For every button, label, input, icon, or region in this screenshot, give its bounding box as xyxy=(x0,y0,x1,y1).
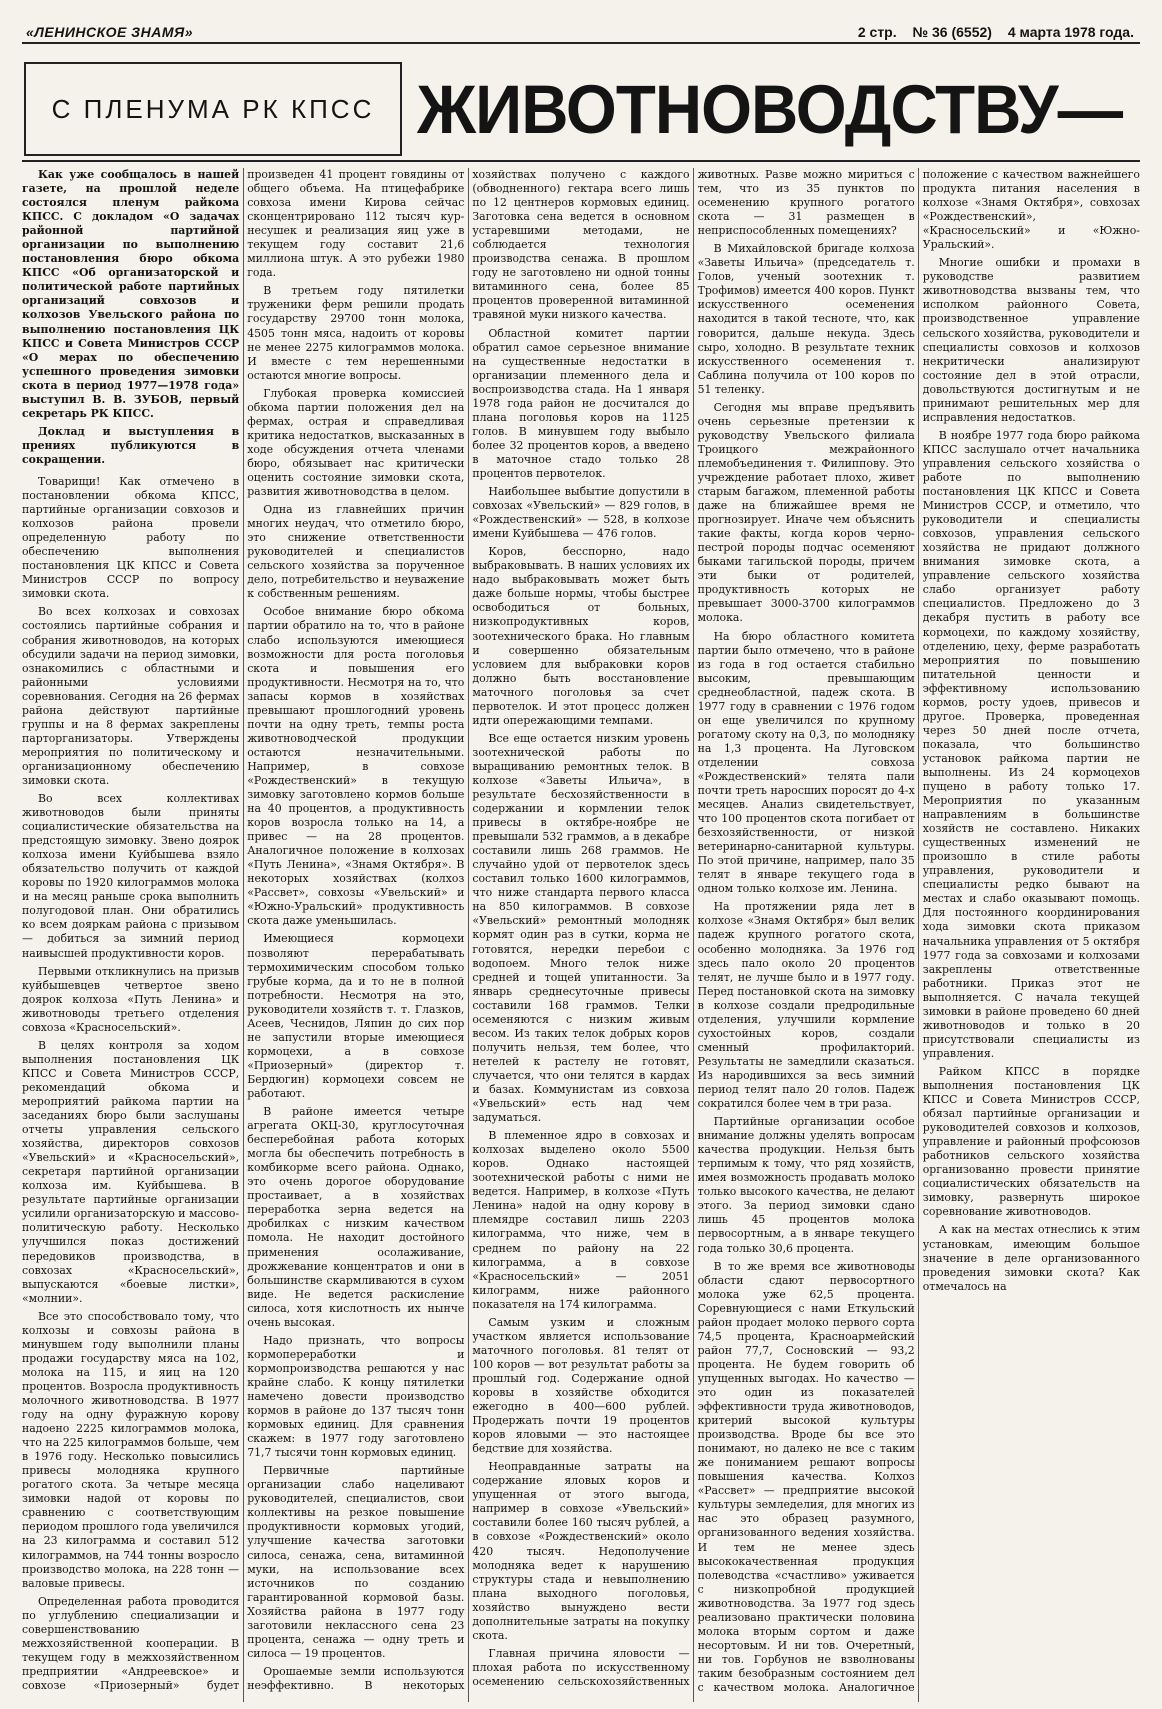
article-paragraph: В ноябре 1977 года бюро райкома КПСС заслушало отчет начальника управления сельского хозяйства о работе по выполнению постановления ЦК КПСС и Совета Министров СССР, и отметило, что руководители и специалисты совхозов, управления сельского хозяйства не придают должного внимания зимовке скота, а управление сельского хозяйства слабо организует работу специалистов. Предложено до 3 декабря пустить в работу все кормоцехи, по каждому хозяйству, отделению, цеху, ферме разработать мероприятия по повышению питательной ценности и эффективному использованию кормов, росту удоев, привесов и другое. Проверка, проведенная через 50 дней после отчета, показала, что большинство установок райкома партии не выполнены. Из 24 кормоцехов пущено в работу только 17. Мероприятия по указанным направлениям в большинстве хозяйств не составлено. Никаких существенных изменений не произошло в стиле работы управления, руководители и специалисты редко бывают на местах и слабо оказывают помощь. Для постоянного координирования хода зимовки скота приказом начальника управления от 5 октября 1977 года за совхозами и колхозами закреплены ответственные работники. Приказ этот не выполняется. С начала текущей зимовки в районе проведено 60 дней животноводов и только в 20 присутствовали специалисты из управления. xyxy=(922,428,1140,1060)
article-paragraph: Наибольшее выбытие допустили в совхозах «Увельский» — 829 голов, в «Рождественский» — 528, в колхозе имени Куйбышева — 476 голов. xyxy=(472,485,690,541)
article-paragraph: На протяжении ряда лет в колхозе «Знамя Октября» был велик падеж крупного рогатого скота, особенно молодняка. За 1976 год здесь пало около 20 процентов телят, не лучше было и в 1977 году. Перед постановкой скота на зимовку в колхозе создали предродильные отделения, улучшили кормление сухостойных коров, создали сменный профилакторий. Результаты не замедлили сказаться. Из народившихся за весь зимний период телят пало 20 голов. Падеж сократился более чем в три раза. xyxy=(697,900,915,1111)
issue-date: 4 марта 1978 года. xyxy=(1007,24,1134,40)
masthead xyxy=(22,22,1140,44)
article-paragraph: Надо признать, что вопросы кормопереработки и кормопроизводства решаются у нас крайне слабо. К концу пятилетки намечено довести производство кормов в районе до 137 тысяч тонн кормовых единиц. Для сравнения скажем: в 1977 году заготовлено 71,7 тысячи тонн кормовых единиц. xyxy=(247,1333,465,1460)
article-paragraph: В Михайловской бригаде колхоза «Заветы Ильича» (председатель т. Голов, ученый зоотехник т. Трофимов) имеется 400 коров. Пункт искусственного осеменения находится в такой тесноте, что, как говорится, дальше некуда. Здесь сыро, холодно. В результате техник искусственного осеменения т. Саблина получила от 100 коров по 51 теленку. xyxy=(697,242,915,396)
article-paragraph: Определенная работа проводится по углублению специализации и совершенствованию межхозяйственной кооперации. В текущем году в межхозяйственном предприятии «Андреевское» и совхозе «Приозерный» будет произведен 41 процент говядины от общего объема. На птицефабрике совхоза имени Кирова сейчас сконцентрировано 112 тысяч кур-несушек и реализация яиц уже в текущем году составит 21,6 миллиона штук. А это рубежи 1980 года. xyxy=(22,168,465,1692)
newspaper-page xyxy=(22,22,1140,1702)
article-paragraph: Первичные партийные организации слабо нацеливают руководителей, специалистов, свои коллективы на резкое повышение продуктивности кормовых угодий, улучшение качества заготовки силоса, сенажа, сена, витаминной муки, на использование всех источников по созданию гарантированной кормовой базы. Хозяйства района в 1977 году заготовили неклассного сена 23 процента, сенажа — одну треть и силоса — 19 процентов. xyxy=(247,1464,465,1660)
page-number: 2 стр. xyxy=(857,24,897,40)
article-paragraph: Сегодня мы вправе предъявить очень серьезные претензии к руководству Увельского филиала Троицкого межрайонного племобъединения т. Филиппову. Это учреждение работает плохо, живет старым багажом, племенной работы даже на ближайшее время не прогнозирует. Иначе чем объяснить такие факты, когда коров черно-пестрой породы подчас осеменяют быками тагильской породы, причем эти быки от родителей, продуктивность которых не превышает 3000-3700 килограммов молока. xyxy=(697,400,915,625)
issue-number: № 36 (6552) xyxy=(912,24,992,40)
article-paragraph: Во всех коллективах животноводов были приняты социалистические обязательства на предстоящую зимовку. Звено доярок колхоза имени Куйбышева взяло обязательство получить от каждой коровы по 1920 килограммов молока и на месяц раньше срока выполнить полугодовой план. Они обратились ко всем дояркам района с призывом — добиться за зимний период наивысшей продуктивности коров. xyxy=(22,792,240,960)
article-paragraph: Коров, бесспорно, надо выбраковывать. В наших условиях их надо выбраковывать может быть даже больше нормы, чтобы быстрее освободиться от больных, низкопродуктивных коров, зоотехнического брака. Но главным и совершенно обязательным условием для выбраковки коров должно быть восстановление маточного поголовья за счет первотелок. И этот процесс должен идти опережающими темпами. xyxy=(472,545,690,727)
article-paragraph: В третьем году пятилетки труженики ферм решили продать государству 29700 тонн молока, 4505 тонн мяса, надоить от коровы не менее 2275 килограммов молока. И вместе с тем нерешенными остаются многие вопросы. xyxy=(247,284,465,382)
headline-rule xyxy=(22,160,1140,162)
paper-name: «ЛЕНИНСКОЕ ЗНАМЯ» xyxy=(26,24,194,40)
article-paragraph: Райком КПСС в порядке выполнения постановления ЦК КПСС и Совета Министров СССР, обязал партийные организации и руководителей совхозов и колхозов, управление и районный профсоюзов работников сельского хозяйства организованно провести принятие социалистических обязательств на зимовку, развернуть широкое соревнование животноводов. xyxy=(922,1064,1140,1219)
article-paragraph: Главная причина яловости — плохая работа по искусственному осеменению сельскохозяйственных животных. Разве можно мириться с тем, что из 35 пунктов по осеменению крупного рогатого скота — 31 размещен в неприспособленных помещениях? xyxy=(472,168,915,1688)
article-paragraph: Все это способствовало тому, что колхозы и совхозы района в минувшем году выполнили планы продажи государству мяса на 102, молока на 115, и яиц на 120 процентов. Возросла продуктивность молочного животноводства. В 1977 году на одну фуражную корову надоено 2225 килограммов молока, что на 225 килограммов больше, чем в 1976 году. Несколько повысились привесы молодняка крупного рогатого скота. За четыре месяца зимовки надой от коровы по сравнению с соответствующим периодом прошлого года увеличился на 23 килограмма и составил 512 килограммов, на 744 тонны возросло производство молока, на 228 тонн — валовые привесы. xyxy=(22,1309,240,1590)
article-paragraph: Первыми откликнулись на призыв куйбышевцев четвертое звено доярок колхоза «Путь Ленина» и животноводы третьего отделения совхоза «Красносельский». xyxy=(22,964,240,1034)
issue-info xyxy=(846,24,1134,40)
article-paragraph: В племенное ядро в совхозах и колхозах выделено около 5500 коров. Однако настоящей зоотехнической работы с ними не ведется. Например, в колхозе «Путь Ленина» надой на одну корову в племядре составил лишь 2203 килограмма, что ниже, чем в среднем по району на 22 килограмма, а в совхозе «Красносельский» — 2051 килограмм, ниже районного показателя на 174 килограмма. xyxy=(472,1129,690,1311)
article-paragraph: Товарищи! Как отмечено в постановлении обкома КПСС, партийные организации совхозов и колхозов района провели определенную работу по обеспечению выполнения постановления ЦК КПСС и Совета Министров СССР по вопросу зимовки скота. xyxy=(22,474,240,601)
article-lead: Как уже сообщалось в нашей газете, на прошлой неделе состоялся пленум райкома КПСС. С докладом «О задачах районной партийной организации по выполнению постановления бюро обкома КПСС «Об организаторской и политической работе партийных организаций совхозов и колхозов Увельского района по выполнению постановления ЦК КПСС и Совета Министров СССР «О мерах по обеспечению успешного проведения зимовки скота в период 1977—1978 года» выступил В. В. ЗУБОВ, первый секретарь РК КПСС. xyxy=(22,168,240,420)
article-paragraph: Областной комитет партии обратил самое серьезное внимание на существенные недостатки в организации племенного дела и воспроизводства стада. На 1 января 1978 года район не досчитался до плана поголовья коров на 1125 голов. В минувшем году выбыло более 32 процентов коров, а введено в маточное стадо только 28 процентов первотелок. xyxy=(472,326,690,480)
article-paragraph: А как на местах отнеслись к этим установкам, имеющим большое значение в деле организованного проведения зимовки скота? Как отмечалось на xyxy=(922,1223,1140,1293)
article-paragraph: На бюро областного комитета партии было отмечено, что в районе из года в год остается стабильно высоким, превышающим среднеобластной, падеж скота. В 1977 году в сравнении с 1976 годом он еще увеличился по крупному рогатому скоту на 0,3, по молодняку на 1,3 процента. На Луговском отделении совхоза «Рождественский» телята пали почти треть наросших поросят до 4-х месяцев. Анализ свидетельствует, что 100 процентов скота погибает от безхозяйственности, от низкой ветеринарно-санитарной культуры. По этой причине, например, пало 35 телят в январе текущего года в одном только колхозе им. Ленина. xyxy=(697,629,915,896)
article-paragraph: Орошаемые земли используются неэффективно. В некоторых хозяйствах получено с каждого (обводненного) гектара всего лишь по 12 центнеров кормовых единиц. Заготовка сена ведется в основном устаревшими методами, не соблюдается технология производства сенажа. В прошлом году не заготовлено ни одной тонны витаминного сена, более 85 процентов проверенной витаминной травяной муки низкого качества. xyxy=(247,168,690,1692)
article-paragraph: Глубокая проверка комиссией обкома партии положения дел на фермах, острая и справедливая критика недостатков, высказанных в ходе обсуждения отчета членами бюро, обязывает нас критически оценить состояние зимовки скота, развития животноводства в целом. xyxy=(247,386,465,499)
article-paragraph: Неоправданные затраты на содержание яловых коров и упущенная от этого выгода, например в совхозе «Увельский» составили более 160 тысяч рублей, а в совхозе «Рождественский» около 420 тысяч. Недополучение молодняка ведет к нарушению структуры стада и невыполнению плана выходного поголовья, хозяйство вынуждено вести дополнительные затраты на покупку скота. xyxy=(472,1460,690,1642)
article-paragraph: В то же время все животноводы области сдают первосортного молока уже 62,5 процента. Соревнующиеся с нами Еткульский район продает молоко первого сорта 74,5 процента, Красноармейский район 77,7, Сосновский — 93,2 процента. Не будем говорить об упущенных выгодах. Но качество — это один из показателей эффективности труда животноводов, критерий высокой культуры производства. Вроде бы все это понимают, но далеко не все с таким же пониманием решают вопросы повышения качества. Колхоз «Рассвет» — предприятие высокой культуры земледелия, для многих из нас это образец разумного, организованного ведения хозяйства. И тем не менее здесь высококачественная продукция полеводства «счастливо» уживается с низкопробной продукцией животноводства. За 1977 год здесь реализовано практически половина молока вторым сортом и даже несортовым. И ни тов. Очеретный, ни тов. Горбунов не взволнованы таким безобразным состоянием дел с качеством молока. Аналогичное положение с качеством важнейшего продукта питания населения в колхозе «Знамя Октября», совхозах «Рождественский», «Красносельский» и «Южно-Уральский». xyxy=(697,168,1140,1694)
article-body xyxy=(22,168,1140,1702)
section-rubric: С ПЛЕНУМА РК КПСС xyxy=(24,62,402,156)
article-paragraph: Имеющиеся кормоцехи позволяют перерабатывать термохимическим способом только грубые корма, да и то не в полной потребности. Несмотря на это, руководители хозяйств т. т. Глазков, Асеев, Чеснидов, Ляпин до сих пор не запустили вторые имеющиеся кормоцехи, а в совхозе «Приозерный» (директор т. Бердюгин) кормоцехи совсем не работают. xyxy=(247,932,465,1100)
headline: ЖИВОТНОВОДСТВУ— xyxy=(417,71,1123,148)
article-paragraph: Партийные организации особое внимание должны уделять вопросам качества продукции. Нельзя быть терпимым к тому, что ряд хозяйств, имея возможность продавать молоко только высокого качества, не делают этого. За период зимовки сдано лишь 45 процентов молока первосортным, а в январе текущего года только 30,6 процента. xyxy=(697,1115,915,1255)
article-note: Доклад и выступления в прениях публикуются в сокращении. xyxy=(22,424,240,466)
article-paragraph: Особое внимание бюро обкома партии обратило на то, что в районе слабо используются имеющиеся возможности для роста поголовья скота и повышения его продуктивности. Несмотря на то, что запасы кормов в хозяйствах превышают прошлогодний уровень почти на одну треть, темпы роста животноводческой продукции остаются незначительными. Например, в совхозе «Рождественский» в текущую зимовку заготовлено кормов больше на 40 процентов, а продуктивность коров возросла только на 14, а привес — на 28 процентов. Аналогичное положение в колхозах «Путь Ленина», «Знамя Октября». В некоторых хозяйствах (колхоз «Рассвет», совхозы «Увельский» и «Южно-Уральский» продуктивность скота даже уменьшилась. xyxy=(247,605,465,928)
article-paragraph: Многие ошибки и промахи в руководстве развитием животноводства вызваны тем, что исполком районного Совета, производственное управление сельского хозяйства, руководители и специалисты совхозов и колхозов некритически анализируют состояние дел в этой отрасли, довольствуются достигнутым и не принимают решительных мер для исправления недостатков. xyxy=(922,256,1140,424)
article-paragraph: Одна из главнейших причин многих неудач, что отметило бюро, это снижение ответственности руководителей и специалистов сельского хозяйства за порученное дело, потребительство и неуважение к собственным решениям. xyxy=(247,503,465,601)
article-paragraph: Во всех колхозах и совхозах состоялись партийные собрания и собрания животноводов, на которых обсудили задачи на период зимовки, ознакомились с областными и районными условиями соревнования. Сегодня на 26 фермах района действуют партийные группы и на 8 фермах закреплены парторганизаторы. Утверждены мероприятия по политическому и организационному обеспечению зимовки скота. xyxy=(22,605,240,787)
article-paragraph: В целях контроля за ходом выполнения постановления ЦК КПСС и Совета Министров СССР, рекомендаций обкома и мероприятий райкома партии на заседаниях бюро были заслушаны отчеты управления сельского хозяйства, директоров совхозов «Увельский» и «Красносельский», секретаря партийной организации колхоза им. Куйбышева. В результате партийные организации усилили организаторскую и массово-политическую работу. Несколько улучшился показ достижений передовиков производства, в совхозах «Красносельский», выпускаются «боевые листки», «молнии». xyxy=(22,1038,240,1305)
article-paragraph: В районе имеется четыре агрегата ОКЦ-30, круглосуточная бесперебойная работа которых могла бы обеспечить потребность в комбикорме всего района. Однако, это очень дорогое оборудование простаивает, а в хозяйствах переработка зерна ведется на дробилках с низким качеством помола. Не находит достойного применения осолаживание, дрожжевание концентратов и они в большинстве скармливаются в сухом виде. Не ведется раскисление силоса, хотя кислотность их нынче очень высокая. xyxy=(247,1105,465,1329)
article-paragraph: Все еще остается низким уровень зоотехнической работы по выращиванию ремонтных телок. В колхозе «Заветы Ильича», в результате бесхозяйственности в содержании и кормлении телок привесы в октябре-ноябре не превышали 532 граммов, а в декабре составили лишь 268 граммов. Не случайно удой от первотелок здесь составил только 1600 килограммов, что ниже стандарта первого класса на 850 килограммов. В совхозе «Увельский» ремонтный молодняк кормят один раз в сутки, корма не готовятся, нередки перебои с водопоем. Много телок ниже средней и тощей упитанности. За январь среднесуточные привесы составили 168 граммов. Телки осеменяются с низким живым весом. Из таких телок добрых коров получить нельзя, тем более, что нетелей к растелу не готовят, случается, что они телятся в кардах и базах. Коммунистам из совхоза «Увельский» есть над чем задуматься. xyxy=(472,731,690,1125)
article-paragraph: Самым узким и сложным участком является использование маточного поголовья. 81 телят от 100 коров — вот результат работы за прошлый год. Содержание одной коровы в хозяйстве обходится ежегодно в 400—600 рублей. Продержать почти 19 процентов коров яловыми — это настоящее бедствие для хозяйства. xyxy=(472,1315,690,1456)
